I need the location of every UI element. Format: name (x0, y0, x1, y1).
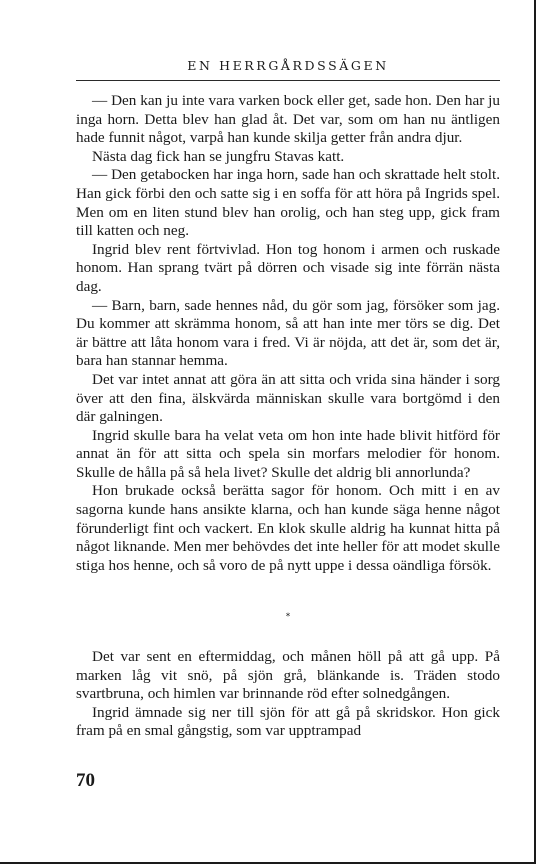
paragraph: — Barn, barn, sade hennes nåd, du gör som jag, försöker som jag. Du kommer att skrämma honom, så att han inte mer törs se dig. Det är bättre att låta honom vara i fred. Vi är nöjda, att det är, som det är, bara han stannar hemma. (76, 296, 500, 370)
paragraph: Nästa dag fick han se jungfru Stavas katt. (92, 147, 345, 165)
paragraph: Ingrid ämnade sig ner till sjön för att gå på skridskor. Hon gick fram på en smal gångstig, som var upptrampad (76, 703, 500, 740)
paragraph: Ingrid blev rent förtvivlad. Hon tog honom i armen och ruskade honom. Han sprang tvärt på dörren och visade sig inte förrän nästa dag. (76, 240, 500, 295)
paragraph: Det var sent en eftermiddag, och månen höll på att gå upp. På marken låg vit snö, på sjön grå, blänkande is. Träden stodo svartbruna, och himlen var brinnande röd efter solnedgången. (76, 648, 500, 703)
paragraph: Hon brukade också berätta sagor för honom. Och mitt i en av sagorna kunde hans ansikte klarna, och han kunde säga henne något förunderligt fint och vackert. En klok skulle aldrig ha kunnat hitta på något liknande. Men mer behövdes det inte heller för att modet skulle stiga hos henne, och så voro de på nytt uppe i dessa oändliga försök. (76, 482, 500, 574)
paragraph: — Den kan ju inte vara varken bock eller get, sade hon. Den har ju inga horn. Detta blev han glad åt. Det var, som om han nu äntligen hade funnit något, varpå han kunde skilja getter från andra djur. (76, 92, 500, 147)
header-rule (76, 80, 500, 81)
paragraph: Ingrid skulle bara ha velat veta om hon inte hade blivit hitförd för annat än för att sitta och spela sin morfars melodier för honom. Skulle de hålla på så hela livet? Skulle det aldrig bli annorlunda? (76, 426, 500, 481)
text-section-1 (76, 92, 500, 575)
running-header: EN HERRGÅRDSSÄGEN (187, 58, 389, 73)
paragraph: Det var intet annat att göra än att sitta och vrida sina händer i sorg över att den fina, älskvärda människan skulle vara bortgömd i den där galningen. (76, 370, 500, 426)
section-break-ornament: * (285, 612, 291, 622)
paragraph: — Den getabocken har inga horn, sade han och skrattade helt stolt. Han gick förbi den och satte sig i en soffa för att höra på Ingrids spel. Men om en liten stund blev han orolig, och han steg upp, gick fram till katten och neg. (76, 166, 500, 240)
text-section-2 (76, 648, 500, 741)
page-number: 70 (76, 770, 95, 791)
